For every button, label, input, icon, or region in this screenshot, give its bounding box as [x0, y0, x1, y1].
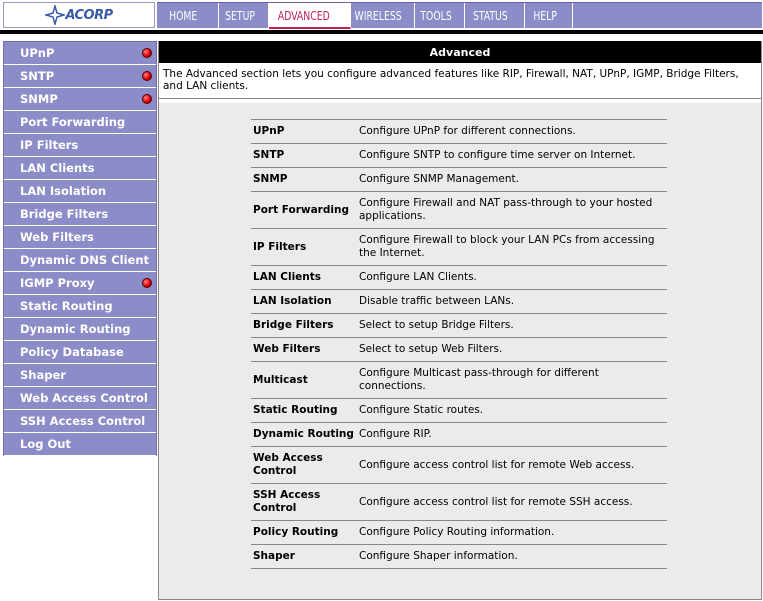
feature-description: Configure UPnP for different connections. — [357, 120, 667, 144]
sidebar-item-policy-database[interactable] — [4, 341, 156, 364]
acorp-logo[interactable] — [3, 2, 155, 28]
feature-description: Configure SNTP to configure time server on Internet. — [357, 144, 667, 168]
sidebar-item-label: SNMP — [20, 92, 58, 106]
sidebar-item-label: IP Filters — [20, 138, 79, 152]
alert-dot-icon — [142, 94, 152, 104]
alert-dot-icon — [142, 278, 152, 288]
nav-tab-label: STATUS — [473, 8, 508, 23]
sidebar-item-label: SNTP — [20, 69, 55, 83]
intro-text: The Advanced section lets you configure advanced features like RIP, Firewall, NAT, UPnP, IGMP, Bridge Filters, and LAN clients. — [159, 63, 761, 99]
sidebar-item-upnp[interactable] — [4, 42, 156, 65]
sidebar-item-ssh-access-control[interactable] — [4, 410, 156, 433]
sidebar-item-label: Dynamic Routing — [20, 322, 131, 336]
sidebar-item-web-access-control[interactable] — [4, 387, 156, 410]
table-row — [251, 229, 667, 266]
sidebar-item-label: SSH Access Control — [20, 414, 146, 428]
nav-tab-label: HELP — [533, 8, 558, 23]
feature-description: Configure RIP. — [357, 423, 667, 447]
features-table — [251, 119, 667, 569]
feature-description: Configure Firewall to block your LAN PCs from accessing the Internet. — [357, 229, 667, 266]
feature-name: SNMP — [251, 168, 357, 192]
top-bar — [0, 0, 763, 30]
table-row — [251, 120, 667, 144]
sidebar-item-label: Policy Database — [20, 345, 124, 359]
nav-tab-status[interactable] — [465, 3, 525, 29]
nav-tab-setup[interactable] — [219, 3, 269, 29]
table-row — [251, 521, 667, 545]
sidebar-item-label: Shaper — [20, 368, 66, 382]
nav-tab-label: TOOLS — [420, 8, 452, 23]
feature-description: Configure Firewall and NAT pass-through to your hosted applications. — [357, 192, 667, 229]
alert-dot-icon — [142, 71, 152, 81]
feature-name: Bridge Filters — [251, 314, 357, 338]
feature-description: Configure access control list for remote SSH access. — [357, 484, 667, 521]
feature-description: Configure LAN Clients. — [357, 266, 667, 290]
feature-description: Configure Multicast pass-through for different connections. — [357, 362, 667, 399]
feature-name: Web Access Control — [251, 447, 357, 484]
nav-tab-advanced[interactable] — [269, 3, 351, 29]
sidebar-item-web-filters[interactable] — [4, 226, 156, 249]
nav-tab-tools[interactable] — [415, 3, 465, 29]
feature-name: Shaper — [251, 545, 357, 569]
alert-dot-icon — [142, 48, 152, 58]
feature-name: Multicast — [251, 362, 357, 399]
nav-tab-wireless[interactable] — [351, 3, 415, 29]
table-row — [251, 545, 667, 569]
nav-tab-help[interactable] — [525, 3, 573, 29]
feature-name: LAN Clients — [251, 266, 357, 290]
nav-tab-label: SETUP — [225, 8, 255, 23]
sidebar-item-label: Dynamic DNS Client — [20, 253, 149, 267]
nav-tab-label: HOME — [169, 8, 198, 23]
feature-description: Select to setup Web Filters. — [357, 338, 667, 362]
table-row — [251, 144, 667, 168]
feature-description: Disable traffic between LANs. — [357, 290, 667, 314]
table-row — [251, 338, 667, 362]
sidebar-item-label: UPnP — [20, 46, 55, 60]
sidebar-item-label: Web Access Control — [20, 391, 148, 405]
table-row — [251, 290, 667, 314]
sidebar-item-label: Web Filters — [20, 230, 94, 244]
table-row — [251, 168, 667, 192]
feature-name: Web Filters — [251, 338, 357, 362]
sidebar-item-dynamic-routing[interactable] — [4, 318, 156, 341]
table-row — [251, 484, 667, 521]
logo-text: ACORP — [65, 7, 113, 23]
sidebar — [3, 41, 157, 456]
feature-name: UPnP — [251, 120, 357, 144]
sidebar-item-log-out[interactable] — [4, 433, 156, 456]
sidebar-item-lan-isolation[interactable] — [4, 180, 156, 203]
feature-name: LAN Isolation — [251, 290, 357, 314]
sidebar-item-label: LAN Clients — [20, 161, 95, 175]
sidebar-item-label: IGMP Proxy — [20, 276, 95, 290]
feature-name: IP Filters — [251, 229, 357, 266]
content-area — [159, 103, 761, 599]
sidebar-item-lan-clients[interactable] — [4, 157, 156, 180]
sidebar-item-label: Port Forwarding — [20, 115, 126, 129]
feature-description: Configure access control list for remote Web access. — [357, 447, 667, 484]
nav-tab-home[interactable] — [157, 3, 219, 29]
sidebar-item-ip-filters[interactable] — [4, 134, 156, 157]
main-panel — [158, 41, 762, 600]
feature-name: Dynamic Routing — [251, 423, 357, 447]
table-row — [251, 399, 667, 423]
table-row — [251, 266, 667, 290]
sidebar-item-bridge-filters[interactable] — [4, 203, 156, 226]
feature-description: Select to setup Bridge Filters. — [357, 314, 667, 338]
feature-description: Configure SNMP Management. — [357, 168, 667, 192]
nav-tab-label: ADVANCED — [277, 8, 330, 23]
table-row — [251, 362, 667, 399]
feature-description: Configure Shaper information. — [357, 545, 667, 569]
nav-tab-label: WIRELESS — [354, 8, 402, 23]
sidebar-item-snmp[interactable] — [4, 88, 156, 111]
feature-name: Static Routing — [251, 399, 357, 423]
table-row — [251, 192, 667, 229]
table-row — [251, 314, 667, 338]
sidebar-item-label: Static Routing — [20, 299, 113, 313]
feature-description: Configure Static routes. — [357, 399, 667, 423]
feature-name: Port Forwarding — [251, 192, 357, 229]
sidebar-item-label: Log Out — [20, 437, 71, 451]
table-row — [251, 447, 667, 484]
feature-name: Policy Routing — [251, 521, 357, 545]
sidebar-item-label: Bridge Filters — [20, 207, 109, 221]
feature-name: SNTP — [251, 144, 357, 168]
sidebar-item-dynamic-dns-client[interactable] — [4, 249, 156, 272]
main-nav — [157, 2, 762, 28]
star-logo-icon — [45, 5, 65, 25]
table-row — [251, 423, 667, 447]
sidebar-item-port-forwarding[interactable] — [4, 111, 156, 134]
page-title: Advanced — [159, 41, 761, 63]
sidebar-item-static-routing[interactable] — [4, 295, 156, 318]
feature-description: Configure Policy Routing information. — [357, 521, 667, 545]
sidebar-item-igmp-proxy[interactable] — [4, 272, 156, 295]
sidebar-item-shaper[interactable] — [4, 364, 156, 387]
sidebar-item-sntp[interactable] — [4, 65, 156, 88]
top-spacer — [0, 34, 763, 40]
feature-name: SSH Access Control — [251, 484, 357, 521]
sidebar-item-label: LAN Isolation — [20, 184, 107, 198]
